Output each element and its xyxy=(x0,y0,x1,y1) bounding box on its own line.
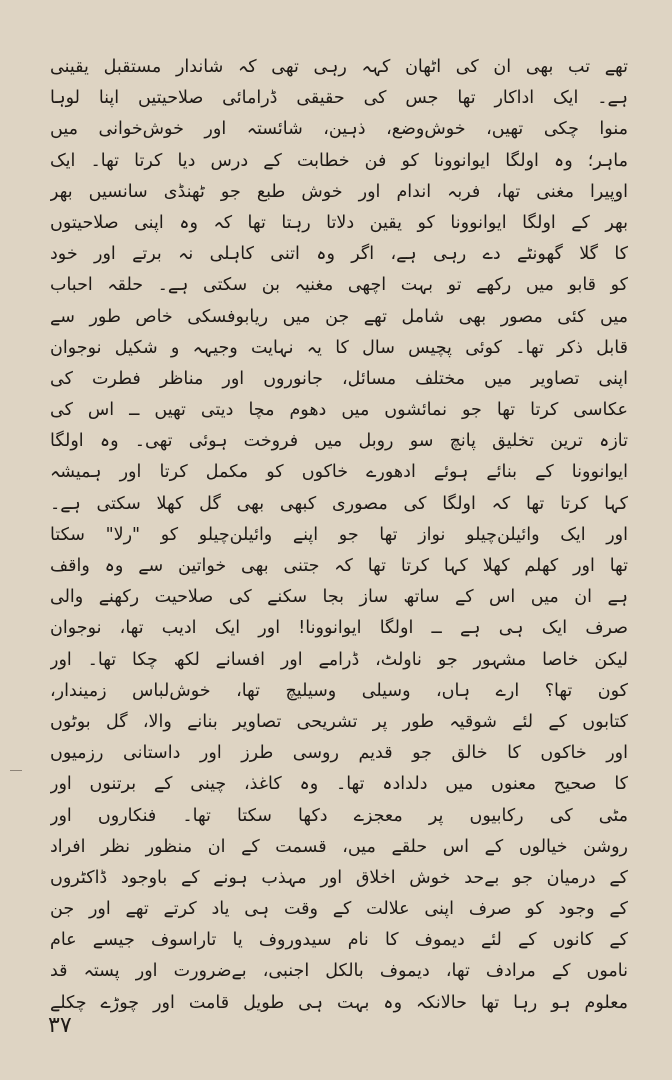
text-line: مٹی کی رکابیوں پر معجزے دکھا سکتا تھا۔ فنکاروں اور xyxy=(50,805,628,826)
text-line: کون تھا؟ ارے ہاں، وسیلی وسیلیچ تھا، خوش‌لباس زمیندار، xyxy=(50,680,628,701)
text-line: ہے۔ ایک اداکار تھا جس کی حقیقی ڈرامائی صلاحیتیں اپنا لوہا xyxy=(50,88,628,109)
text-line: اپنی تصاویر میں مختلف مسائل، جانوروں اور مناظر فطرت کی xyxy=(50,368,628,389)
text-line: اور ایک وائیلن‌چیلو نواز تھا جو اپنے وائیلن‌چیلو کو "رلا" سکتا xyxy=(50,524,628,545)
text-line: کے درمیان جو بےحد خوش اخلاق اور مہذب ہونے کے باوجود ڈاکٹروں xyxy=(50,867,628,888)
text-line: کے کانوں کے لئے دیموف کا نام سیدوروف یا تاراسوف جیسے عام xyxy=(50,930,628,951)
text-line: صرف ایک ہی ہے ــ اولگا ایوانوونا! اور ایک ادیب تھا، نوجوان xyxy=(50,618,628,639)
text-line: کہا کرتا تھا کہ اولگا کی مصوری کبھی بھی گل کھلا سکتی ہے۔ xyxy=(50,493,628,514)
text-line: ناموں کے مرادف تھا، دیموف بالکل اجنبی، بےضرورت اور پستہ قد xyxy=(50,961,628,982)
text-line: منوا چکی تھیں، خوش‌وضع، ذہین، شائستہ اور خوش‌خوانی میں xyxy=(50,119,628,140)
page-number: ۳۷ xyxy=(48,1013,72,1038)
text-line: لیکن خاصا مشہور جو ناولٹ، ڈرامے اور افسانے لکھ چکا تھا۔ اور xyxy=(50,649,628,670)
text-line: کا گلا گھونٹے دے رہی ہے، اگر وہ اتنی کاہلی نہ برتے اور خود xyxy=(50,244,628,265)
text-line: روشن خیالوں کے اس حلقے میں، قسمت کے ان منظور نظر افراد xyxy=(50,836,628,857)
text-line: ہے ان میں اس کے ساتھ ساز بجا سکنے کی صلاحیت رکھنے والی xyxy=(50,587,628,608)
text-line: کتابوں کے لئے شوقیہ طور پر تشریحی تصاویر بنانے والا، گل بوٹوں xyxy=(50,711,628,732)
text-line: کے وجود کو صرف اپنی علالت کے وقت ہی یاد کرتے تھے اور جن xyxy=(50,899,628,920)
text-line: معلوم ہو رہا تھا حالانکہ وہ بہت ہی طویل قامت اور چوڑے چکلے xyxy=(50,992,628,1013)
text-line: ایوانوونا کے بنائے ہوئے ادھورے خاکوں کو مکمل کرتا اور ہمیشہ xyxy=(50,462,628,483)
text-line: تازہ ترین تخلیق پانچ سو روبل میں فروخت ہوئی تھی۔ وہ اولگا xyxy=(50,431,628,452)
body-text xyxy=(50,52,628,1019)
text-line: اوپیرا مغنی تھا، فربہ اندام اور خوش طبع جو ٹھنڈی سانسیں بھر xyxy=(50,181,628,202)
text-line: اور خاکوں کا خالق جو قدیم روسی طرز اور داستانی رزمیوں xyxy=(50,743,628,764)
text-line: کا صحیح معنوں میں دلدادہ تھا۔ وہ کاغذ، چینی کے برتنوں اور xyxy=(50,774,628,795)
margin-mark xyxy=(10,770,22,771)
text-line: عکاسی کرتا تھا جو نمائشوں میں دھوم مچا دیتی تھیں ــ اس کی xyxy=(50,400,628,421)
text-line: کو قابو میں رکھے تو بہت اچھی مغنیہ بن سکتی ہے۔ حلقہ احباب xyxy=(50,275,628,296)
text-line: قابل ذکر تھا۔ کوئی پچیس سال کا یہ نہایت وجیہہ و شکیل نوجوان xyxy=(50,337,628,358)
text-line: تھا اور کھلم کھلا کہا کرتا تھا کہ جتنی بھی خواتین سے وہ واقف xyxy=(50,556,628,576)
text-line: بھر کے اولگا ایوانوونا کو یقین دلاتا رہتا تھا کہ وہ اپنی صلاحیتوں xyxy=(50,212,628,233)
text-line: میں کئی مصور بھی شامل تھے جن میں ریابوفسکی خاص طور سے xyxy=(50,306,628,327)
text-line: تھے تب بھی ان کی اٹھان کہہ رہی تھی کہ شاندار مستقبل یقینی xyxy=(50,57,628,77)
text-line: ماہر؛ وہ اولگا ایوانوونا کو فن خطابت کے درس دیا کرتا تھا۔ ایک xyxy=(50,150,628,171)
